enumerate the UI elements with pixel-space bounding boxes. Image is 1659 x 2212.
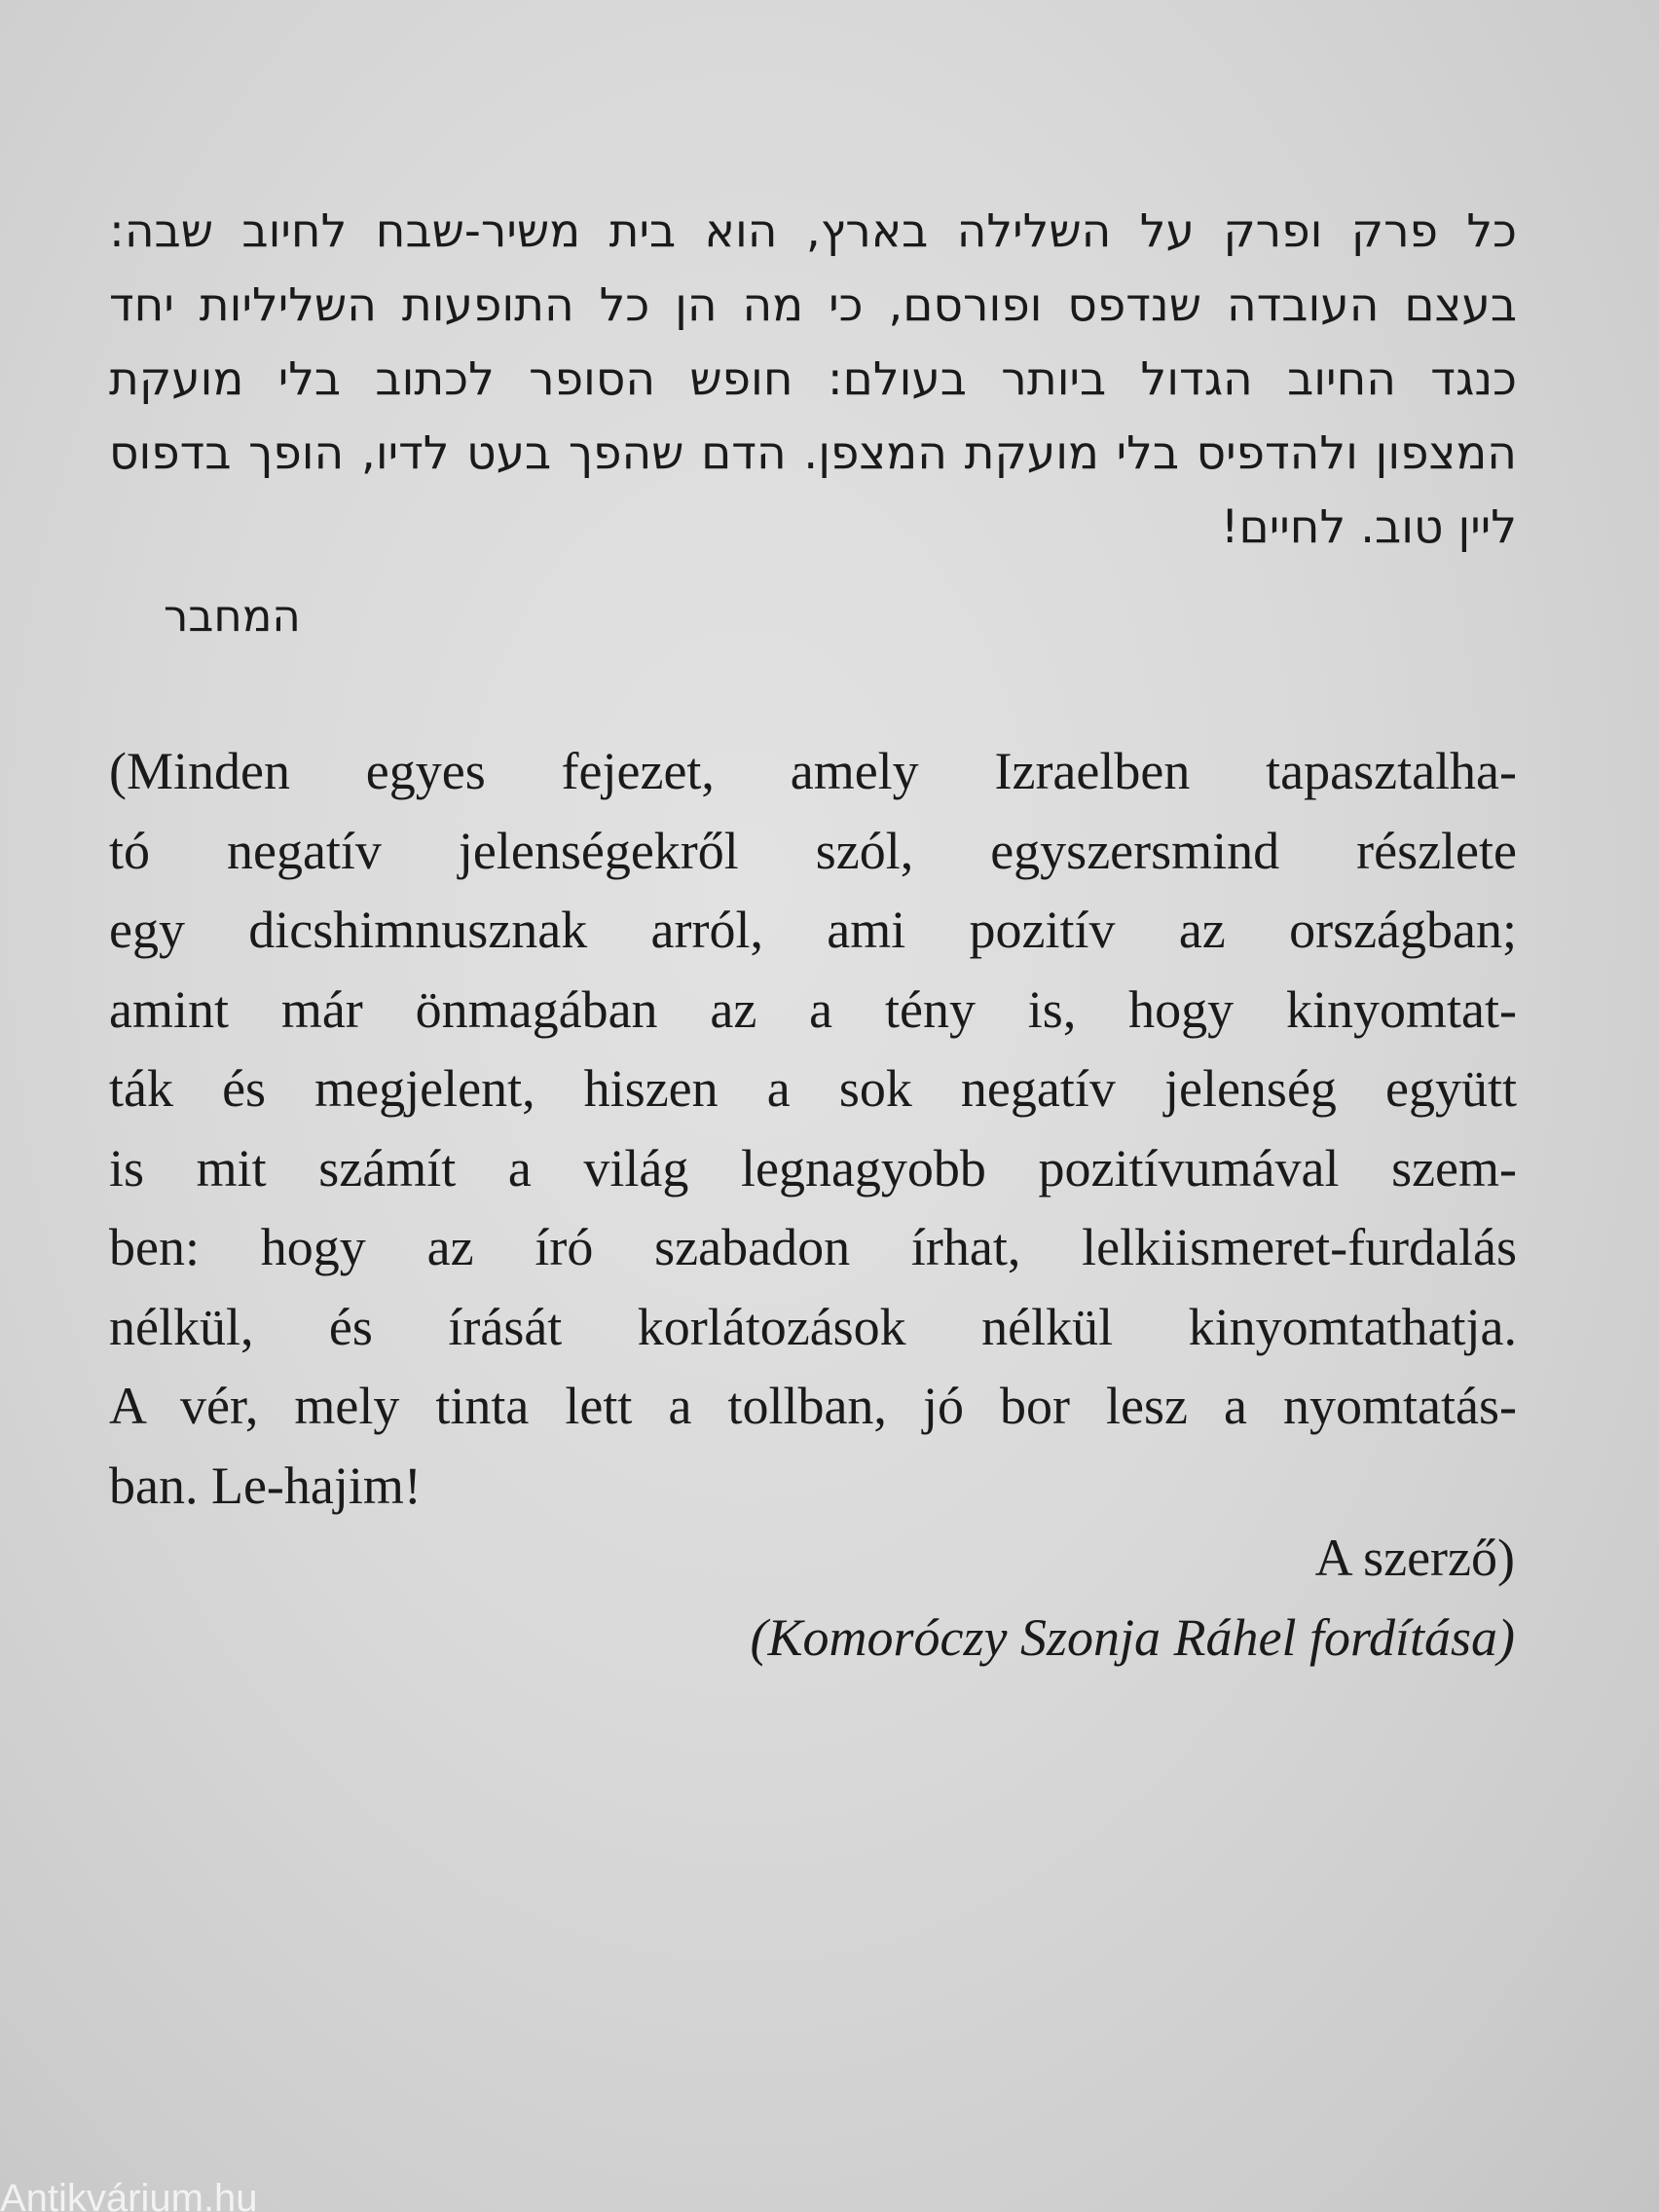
watermark: Antikvárium.hu [0, 2179, 258, 2212]
hebrew-line: ליין טוב. לחיים! [1220, 500, 1517, 554]
hungarian-line: amint már önmagában az a tény is, hogy kinyomtat- [109, 979, 1517, 1039]
hungarian-paragraph [109, 732, 1517, 1526]
hungarian-line: ben: hogy az író szabadon írhat, lelkiismeret-furdalás [109, 1218, 1517, 1276]
hebrew-paragraph [109, 195, 1517, 565]
hungarian-line: tó negatív jelenségekről szól, egyszersmind részlete [109, 821, 1517, 880]
hebrew-line: כנגד החיוב הגדול ביותר בעולם: חופש הסופר לכתוב בלי מועקת [109, 352, 1517, 406]
hungarian-line: ban. Le-hajim! [109, 1456, 422, 1515]
hebrew-line: המצפון ולהדפיס בלי מועקת המצפן. הדם שהפך בעט לדיו, הופך בדפוס [109, 426, 1517, 480]
hungarian-line: (Minden egyes fejezet, amely Izraelben tapasztalha- [109, 742, 1517, 800]
hebrew-signature: המחבר [164, 590, 301, 642]
hungarian-line: nélkül, és írását korlátozások nélkül kinyomtathatja. [109, 1297, 1517, 1356]
hebrew-line: כל פרק ופרק על השלילה בארץ, הוא בית משיר-שבח לחיוב שבה: [109, 204, 1517, 258]
hungarian-line: egy dicshimnusznak arról, ami pozitív az országban; [109, 901, 1517, 959]
hungarian-line: ták és megjelent, hiszen a sok negatív jelenség együtt [109, 1059, 1517, 1118]
author-signature: A szerző) [1314, 1529, 1515, 1587]
hebrew-line: בעצם העובדה שנדפס ופורסם, כי מה הן כל התופעות השליליות יחד [109, 278, 1517, 332]
hungarian-line: A vér, mely tinta lett a tollban, jó bor lesz a nyomtatás- [109, 1377, 1517, 1435]
hungarian-line: is mit számít a világ legnagyobb pozitívumával szem- [109, 1138, 1517, 1198]
translator-credit: (Komoróczy Szonja Ráhel fordítása) [750, 1608, 1515, 1667]
